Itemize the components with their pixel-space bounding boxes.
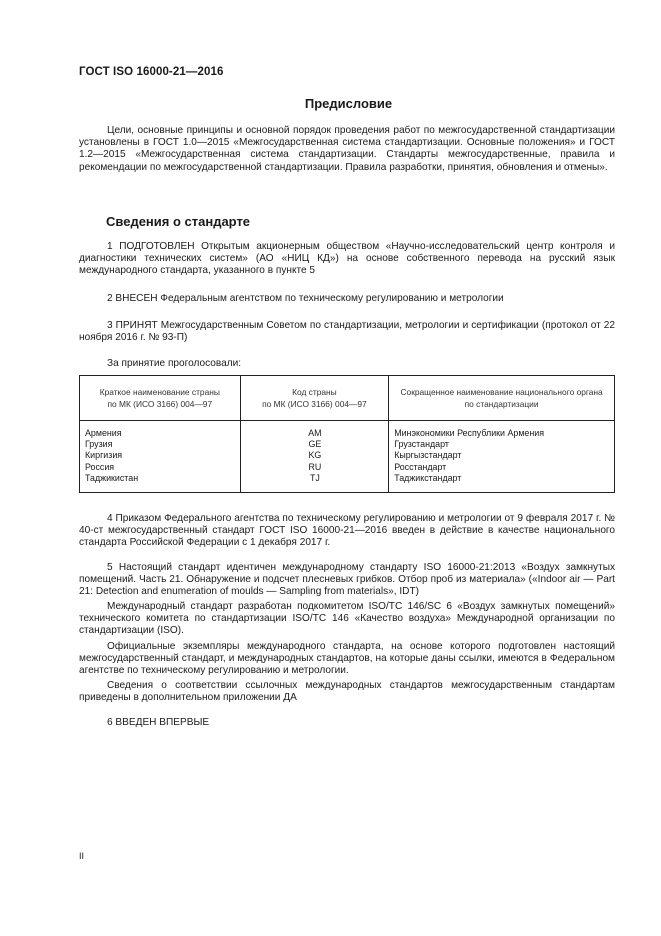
country-code: GE <box>308 439 322 450</box>
table-row <box>80 421 615 493</box>
preface-title: Предисловие <box>304 96 393 111</box>
preface-paragraph: Цели, основные принципы и основной порядок проведения работ по межгосударственной стандартизации установлены в ГОСТ 1.0—2015 «Межгосударственная система стандартизации. Основные положения» и ГОСТ 1.2—2015 «Межгосударственная система стандартизации. Стандарты межгосударственные, правила и рекомендации по межгосударственной стандартизации. Правила разработки, принятия, обновления и отмены». <box>79 125 615 173</box>
standards-body: Минэкономики Республики Армения <box>394 428 545 438</box>
document-id-header: ГОСТ ISO 16000-21—2016 <box>79 66 224 78</box>
header-line: Краткое наименование страны <box>99 387 220 397</box>
country-name: Россия <box>85 461 115 472</box>
standard-info-title: Сведения о стандарте <box>106 214 251 229</box>
page-number: II <box>79 851 85 861</box>
standards-body: Кыргызстандарт <box>394 450 462 461</box>
country-cell <box>80 421 241 493</box>
table-header-body <box>389 376 615 421</box>
info-item-4: 4 Приказом Федерального агентства по техническому регулированию и метрологии от 9 февраля 2017 г. № 40-ст межгосударственный стандарт ГОСТ ISO 16000-21—2016 введен в действие в качестве национального стандарта Российской Федерации с 1 декабря 2017 г. <box>79 513 615 549</box>
table-header-row <box>80 376 615 421</box>
info-item-5: 5 Настоящий стандарт идентичен международному стандарту ISO 16000-21:2013 «Воздух замкнутых помещений. Часть 21. Обнаружение и подсчет плесневых грибков. Отбор проб из материала» («Indoor air — Part 21: Detection and enumeration of moulds — Sampling from materials», IDT) <box>79 562 615 598</box>
country-code: AM <box>308 428 322 438</box>
header-line: по стандартизации <box>464 399 539 409</box>
standards-body: Росстандарт <box>394 461 447 472</box>
header-line: по МК (ИСО 3166) 004—97 <box>262 399 367 409</box>
country-code: TJ <box>309 472 320 483</box>
standards-body: Таджикстандарт <box>394 472 462 483</box>
header-line: Код страны <box>292 387 337 397</box>
body-cell <box>389 421 615 493</box>
info-item-5-paragraph-2: Международный стандарт разработан подкомитетом ISO/TC 146/SC 6 «Воздух замкнутых помещений» технического комитета по стандартизации ISO/TC 146 «Качество воздуха» Международной организации по стандартизации (ISO). <box>79 601 615 637</box>
country-code: RU <box>308 461 322 472</box>
voted-label: За принятие проголосовали: <box>107 358 242 369</box>
country-code: KG <box>308 450 322 461</box>
table-header-code <box>240 376 389 421</box>
standards-body: Грузстандарт <box>394 439 449 450</box>
country-name: Киргизия <box>85 450 123 461</box>
info-item-6: 6 ВВЕДЕН ВПЕРВЫЕ <box>107 717 210 728</box>
country-name: Грузия <box>85 439 113 450</box>
table-header-country <box>80 376 241 421</box>
header-line: по МК (ИСО 3166) 004—97 <box>107 399 213 409</box>
info-item-5-paragraph-4: Сведения о соответствии ссылочных международных стандартов межгосударственным стандартам приведены в дополнительном приложении ДА <box>79 680 615 704</box>
info-item-3: 3 ПРИНЯТ Межгосударственным Советом по стандартизации, метрологии и сертификации (протокол от 22 ноября 2016 г. № 93-П) <box>79 320 615 344</box>
info-item-2: 2 ВНЕСЕН Федеральным агентством по техническому регулированию и метрологии <box>107 293 504 304</box>
info-item-5-paragraph-3: Официальные экземпляры международного стандарта, на основе которого подготовлен настоящий межгосударственный стандарт, и международных стандартов, на которые даны ссылки, имеются в Федеральном агентстве по техническому регулированию и метрологии. <box>79 641 615 677</box>
country-name: Таджикистан <box>85 472 139 483</box>
info-item-1: 1 ПОДГОТОВЛЕН Открытым акционерным обществом «Научно-исследовательский центр контроля и диагностики технических систем» (АО «НИЦ КД») на основе собственного перевода на русский язык международного стандарта, указанного в пункте 5 <box>79 241 615 277</box>
code-cell <box>240 421 389 493</box>
country-name: Армения <box>85 428 122 438</box>
voting-table <box>79 375 615 493</box>
header-line: Сокращенное наименование национального органа <box>400 387 603 397</box>
